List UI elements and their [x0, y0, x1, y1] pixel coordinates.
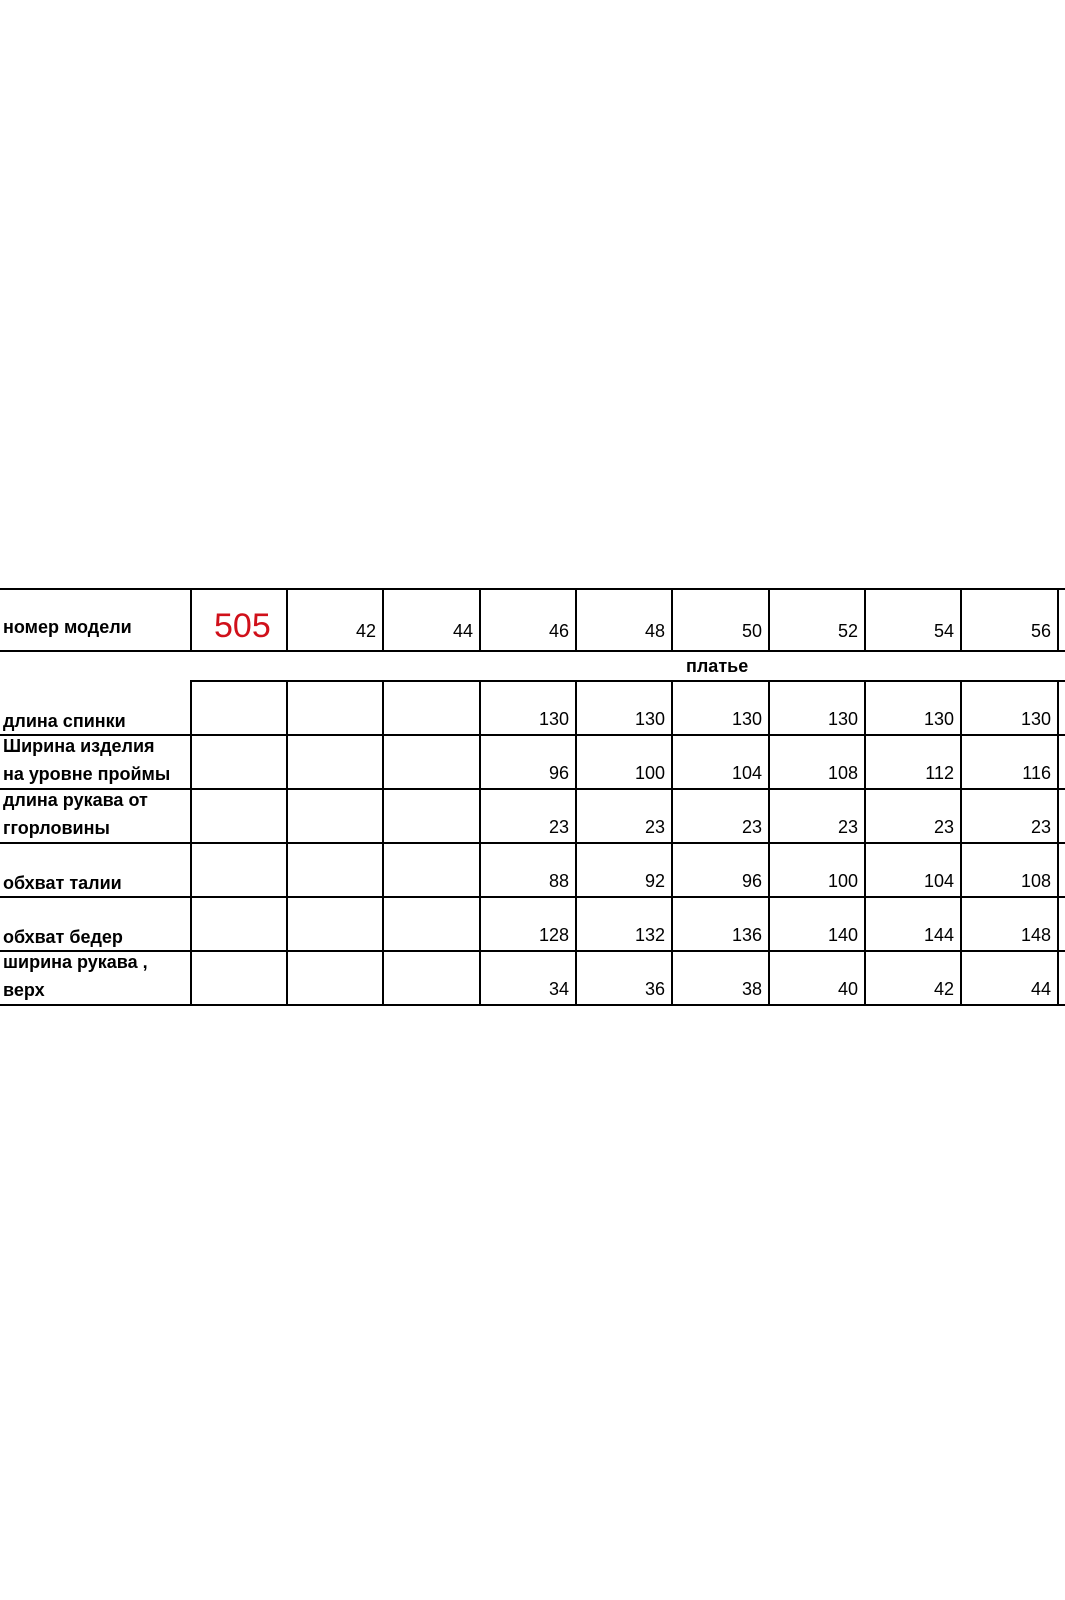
row-label-line: длина спинки [3, 711, 126, 731]
grid-line [0, 1004, 1065, 1006]
value-cell: 23 [548, 817, 569, 837]
grid-line [190, 680, 1065, 682]
row-label-line: ггорловины [3, 818, 110, 838]
grid-line [0, 650, 1065, 652]
row-label-line: обхват талии [3, 873, 122, 893]
size-header-cell: 56 [1030, 621, 1051, 641]
size-header-cell: 46 [548, 621, 569, 641]
grid-line [1057, 588, 1059, 650]
size-header-cell: 48 [644, 621, 665, 641]
value-cell: 130 [827, 709, 858, 729]
row-label [3, 948, 148, 1004]
value-cell: 36 [644, 979, 665, 999]
value-cell: 42 [933, 979, 954, 999]
grid-line [0, 950, 1065, 952]
value-cell: 130 [731, 709, 762, 729]
value-cell: 23 [1030, 817, 1051, 837]
header-label: номер модели [3, 617, 132, 637]
value-cell: 23 [741, 817, 762, 837]
row-label-line: длина рукава от [3, 790, 148, 810]
grid-line [286, 680, 288, 1004]
value-cell: 23 [837, 817, 858, 837]
grid-line [0, 788, 1065, 790]
size-header-cell: 44 [452, 621, 473, 641]
value-cell: 100 [634, 763, 665, 783]
value-cell: 40 [837, 979, 858, 999]
size-chart-table [0, 588, 1065, 1006]
value-cell: 92 [644, 871, 665, 891]
grid-line [0, 896, 1065, 898]
grid-line [1057, 680, 1059, 1004]
value-cell: 104 [923, 871, 954, 891]
grid-line [0, 588, 1065, 590]
value-cell: 136 [731, 925, 762, 945]
row-label-line: ширина рукава , [3, 952, 148, 972]
value-cell: 96 [741, 871, 762, 891]
grid-line [190, 680, 192, 1004]
grid-line [0, 842, 1065, 844]
size-header-cell: 50 [741, 621, 762, 641]
row-label-line: Ширина изделия [3, 736, 155, 756]
section-title: платье [686, 656, 749, 676]
row-label-line: обхват бедер [3, 927, 123, 947]
value-cell: 140 [827, 925, 858, 945]
row-label-line: верх [3, 980, 45, 1000]
value-cell: 130 [923, 709, 954, 729]
value-cell: 108 [1020, 871, 1051, 891]
row-label [3, 786, 148, 842]
size-header-cell: 52 [837, 621, 858, 641]
grid-line [382, 680, 384, 1004]
row-label [3, 868, 122, 898]
value-cell: 130 [538, 709, 569, 729]
value-cell: 116 [1022, 763, 1051, 783]
value-cell: 112 [925, 763, 954, 783]
value-cell: 148 [1020, 925, 1051, 945]
size-header-cell: 42 [355, 621, 376, 641]
value-cell: 130 [634, 709, 665, 729]
value-cell: 23 [644, 817, 665, 837]
value-cell: 96 [548, 763, 569, 783]
value-cell: 128 [538, 925, 569, 945]
value-cell: 132 [634, 925, 665, 945]
value-cell: 34 [548, 979, 569, 999]
value-cell: 144 [923, 925, 954, 945]
value-cell: 130 [1020, 709, 1051, 729]
size-header-cell: 54 [933, 621, 954, 641]
value-cell: 104 [731, 763, 762, 783]
value-cell: 100 [827, 871, 858, 891]
value-cell: 88 [548, 871, 569, 891]
grid-line [190, 588, 192, 650]
value-cell: 23 [933, 817, 954, 837]
value-cell: 44 [1030, 979, 1051, 999]
row-label-line: на уровне проймы [3, 764, 171, 784]
model-number: 505 [214, 607, 271, 645]
value-cell: 38 [741, 979, 762, 999]
row-label [3, 732, 170, 788]
value-cell: 108 [827, 763, 858, 783]
